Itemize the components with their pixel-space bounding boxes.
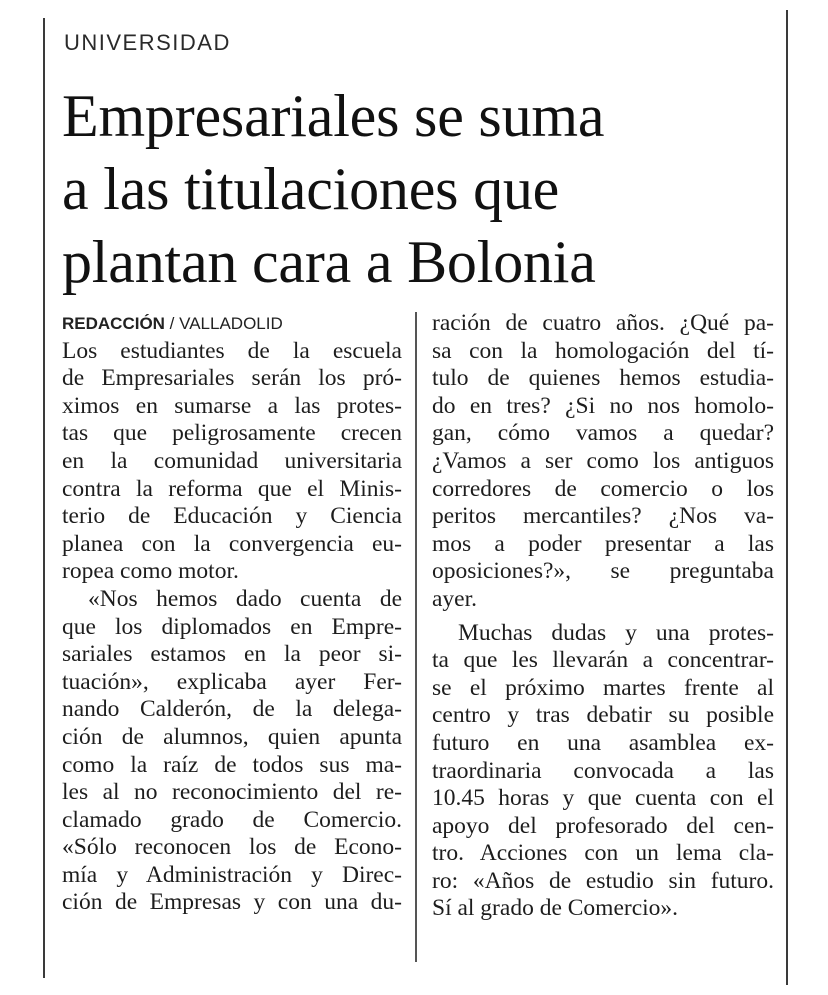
text-line: 10.45 horas y que cuenta con el (432, 785, 774, 812)
text-line: ropea como motor. (62, 558, 239, 585)
headline-line: Empresariales se suma (62, 83, 605, 149)
text-line: ro: «Años de estudio sin futuro. (432, 867, 774, 894)
text-line: de Empresariales serán los pró- (62, 365, 402, 392)
text-line: ción de Empresas y con una du- (62, 889, 402, 916)
text-line: centro y tras debatir su posible (432, 702, 774, 729)
text-line: tro. Acciones con un lema cla- (432, 840, 774, 867)
text-line: planea con la convergencia eu- (62, 530, 402, 557)
text-line: contra la reforma que el Minis- (62, 475, 402, 502)
text-line: les al no reconocimiento del re- (62, 779, 402, 806)
text-line: como la raíz de todos sus ma- (62, 751, 402, 778)
text-line: que los diplomados en Empre- (62, 613, 402, 640)
byline-separator: / (164, 314, 180, 333)
left-border-rule (43, 18, 45, 978)
text-line: sariales estamos en la peor si- (62, 641, 402, 668)
text-line: sa con la homologación del tí- (432, 337, 774, 364)
text-line: traordinaria convocada a las (432, 757, 774, 784)
article-column-1 (62, 310, 402, 917)
text-line: corredores de comercio o los (432, 475, 774, 502)
text-line: futuro en una asamblea ex- (432, 729, 774, 756)
text-line: Los estudiantes de la escuela (62, 337, 402, 364)
text-line: tuación», explicaba ayer Fer- (62, 668, 402, 695)
text-line: oposiciones?», se preguntaba (432, 558, 774, 585)
text-line: ción de alumnos, quien apunta (62, 723, 402, 750)
headline (62, 80, 762, 299)
section-label: UNIVERSIDAD (64, 30, 231, 55)
right-border-rule (786, 10, 788, 985)
text-line: do en tres? ¿Si no nos homolo- (432, 392, 774, 419)
text-line: Muchas dudas y una protes- (458, 619, 774, 646)
article-column-2 (432, 310, 774, 923)
text-line: se el próximo martes frente al (432, 674, 774, 701)
headline-line: a las titulaciones que (62, 156, 560, 222)
text-line: ta que les llevarán a concentrar- (432, 647, 774, 674)
byline-author: REDACCIÓN (62, 314, 165, 333)
text-line: clamado grado de Comercio. (62, 806, 402, 833)
text-line: en la comunidad universitaria (62, 447, 402, 474)
text-line: mía y Administración y Direc- (62, 861, 402, 888)
text-line: terio de Educación y Ciencia (62, 503, 402, 530)
text-line: nando Calderón, de la delega- (62, 696, 402, 723)
text-line: gan, cómo vamos a quedar? (432, 420, 774, 447)
text-line: peritos mercantiles? ¿Nos va- (432, 503, 774, 530)
headline-line: plantan cara a Bolonia (62, 229, 596, 295)
text-line: apoyo del profesorado del cen- (432, 812, 774, 839)
text-line: tulo de quienes hemos estudia- (432, 365, 774, 392)
text-line: tas que peligrosamente crecen (62, 420, 402, 447)
text-line: mos a poder presentar a las (432, 530, 774, 557)
byline (62, 310, 402, 338)
column-divider (415, 312, 417, 962)
byline-place: VALLADOLID (179, 314, 283, 333)
text-line: «Nos hemos dado cuenta de (88, 585, 402, 612)
text-line: ¿Vamos a ser como los antiguos (432, 447, 774, 474)
text-line: ración de cuatro años. ¿Qué pa- (432, 310, 774, 336)
text-line: «Sólo reconocen los de Econo- (62, 834, 402, 861)
text-line: ayer. (432, 585, 478, 612)
text-line: ximos en sumarse a las protes- (62, 392, 402, 419)
text-line: Sí al grado de Comercio». (432, 895, 679, 922)
